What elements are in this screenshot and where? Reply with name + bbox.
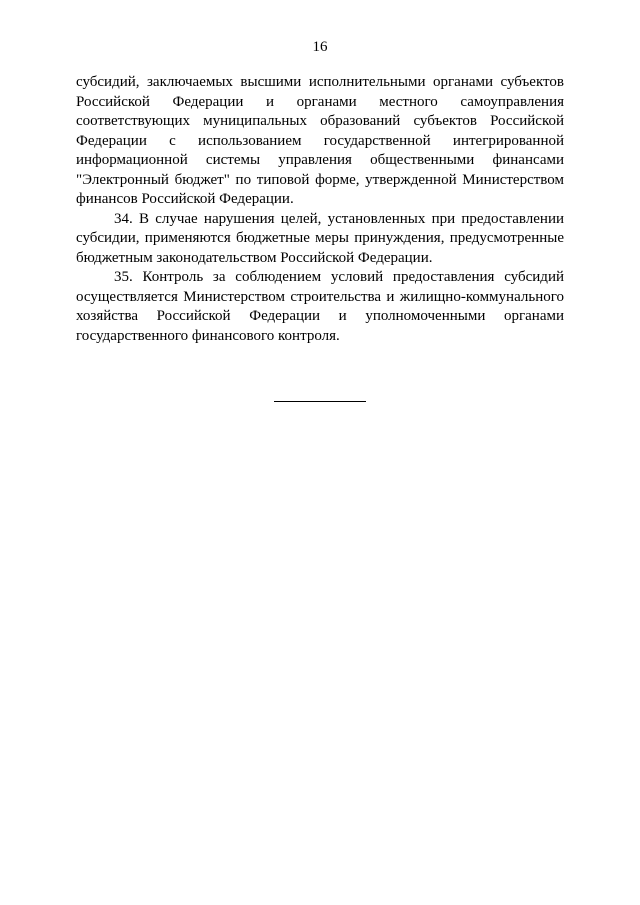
document-body bbox=[76, 73, 564, 346]
end-of-text-divider bbox=[274, 401, 366, 402]
page-number: 16 bbox=[312, 39, 328, 55]
paragraph-continuation: субсидий, заключаемых высшими исполнительными органами субъектов Российской Федерации и органами местного самоуправления соответствующих муниципальных образований субъектов Российской Федерации с использованием государственной интегрированной информационной системы управления общественными финансами "Электронный бюджет" по типовой форме, утвержденной Министерством финансов Российской Федерации. bbox=[76, 74, 564, 207]
paragraph-item-34: 34. В случае нарушения целей, установленных при предоставлении субсидии, применяются бюджетные меры принуждения, предусмотренные бюджетным законодательством Российской Федерации. bbox=[76, 210, 564, 266]
paragraph-item-35: 35. Контроль за соблюдением условий предоставления субсидий осуществляется Министерством строительства и жилищно-коммунального хозяйства Российской Федерации и уполномоченными органами государственного финансового контроля. bbox=[76, 269, 564, 344]
